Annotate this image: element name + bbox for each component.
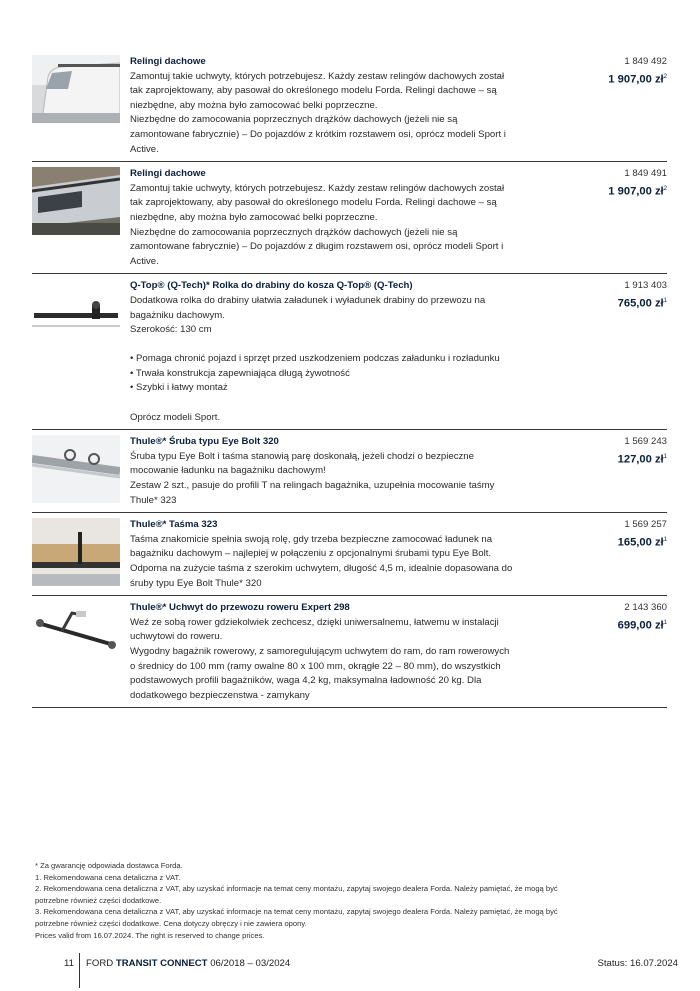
item-description-line: zamontowane fabrycznie) – Do pojazdów z krótkim rozstawem osi, oprócz modeli Sport i: [130, 128, 506, 140]
item-description-line: Szerokość: 130 cm: [130, 324, 212, 336]
item-title: Relingi dachowe: [130, 56, 206, 67]
part-number: 2 143 360: [624, 602, 667, 614]
price-footnote-ref: 2: [663, 73, 667, 80]
price-value: 1 907,00 zł: [608, 185, 664, 198]
item-title: Q-Top® (Q-Tech)* Rolka do drabiny do kosza Q-Top® (Q-Tech): [130, 280, 413, 292]
price-value: 699,00 zł: [617, 619, 664, 632]
page-number: 11: [64, 958, 74, 969]
footnote-line: * Za gwarancję odpowiada dostawca Forda.: [35, 861, 183, 870]
item-description-line: o średnicy do 100 mm (ramy owalne 80 x 100 mm, okrągłe 22 – 80 mm), do wszystkich: [130, 660, 501, 672]
item-content: [130, 167, 548, 269]
item-description-line: Zestaw 2 szt., pasuje do profili T na relingach bagażnika, uzupełnia mocowanie taśmy: [130, 480, 495, 492]
item-pricing: [548, 279, 667, 425]
item-description-line: • Trwała konstrukcja zapewniająca długą żywotność: [130, 367, 350, 379]
item-description-line: Śruba typu Eye Bolt i taśma stanowią parę doskonałą, jeżeli chodzi o bezpieczne: [130, 450, 474, 462]
eye-bolt-photo: [32, 435, 120, 503]
blank-line: [130, 396, 548, 411]
price-footnote-ref: 1: [663, 453, 667, 460]
item-pricing: [548, 435, 667, 508]
item-description-line: • Szybki i łatwy montaż: [130, 382, 228, 394]
item-content: [130, 435, 548, 508]
price-footnote-ref: 1: [663, 297, 667, 304]
item-price: [548, 450, 667, 468]
item-description-line: Active.: [130, 255, 159, 267]
van-roof-rails-side-photo: [32, 167, 120, 235]
item-content: [130, 55, 548, 157]
item-price: [548, 616, 667, 634]
footnote-line: potrzebne również części dodatkowe. Cena dotyczy obręczy i nie zawiera opony.: [35, 918, 307, 928]
item-title: Relingi dachowe: [130, 168, 206, 180]
item-description-line: Zamontuj takie uchwyty, których potrzebujesz. Każdy zestaw relingów dachowych został: [130, 70, 505, 82]
van-roof-rails-photo: [32, 55, 120, 123]
price-value: 1 907,00 zł: [608, 73, 664, 86]
item-description-line: bagażniku dachowym – najlepiej w połączeniu z opcjonalnymi śrubami typu Eye Bolt.: [130, 548, 492, 560]
item-title: Thule®* Uchwyt do przewozu roweru Expert 298: [130, 602, 350, 614]
item-description-line: podstawowych profili bagażników, waga 4,2 kg, maksymalna ładowność 20 kg. Dla: [130, 675, 482, 687]
item-description-line: niezbędne, aby można było zamocować belki poprzeczne.: [130, 211, 378, 223]
list-item: [32, 596, 667, 708]
item-description-line: niezbędne, aby można było zamocować belki poprzeczne.: [130, 99, 378, 111]
item-description-line: śruby typu Eye Bolt Thule* 320: [130, 577, 262, 589]
part-number: 1 569 243: [624, 436, 667, 448]
strap-photo: [32, 518, 120, 586]
ladder-roller-photo: [32, 279, 120, 347]
date-range: 06/2018 – 03/2024: [210, 958, 291, 969]
item-description-line: bagażniku dachowym.: [130, 309, 225, 321]
item-description-line: Taśma znakomicie spełnia swoją rolę, gdy trzeba bezpieczne zamocować ładunek na: [130, 533, 493, 545]
part-number: 1 849 492: [624, 56, 667, 67]
item-description-line: Zamontuj takie uchwyty, których potrzebujesz. Każdy zestaw relingów dachowych został: [130, 182, 505, 194]
price-value: 765,00 zł: [617, 297, 664, 310]
footnotes: [35, 860, 665, 941]
item-description-line: Thule* 323: [130, 494, 177, 506]
part-number: 1 569 257: [624, 519, 667, 531]
list-item: [32, 430, 667, 513]
item-price: [548, 182, 667, 200]
bike-carrier-photo: [32, 601, 120, 669]
item-pricing: [548, 55, 667, 157]
item-description-line: tak zaprojektowany, aby pasował do określonego modelu Forda. Relingi dachowe – są: [130, 85, 497, 97]
item-pricing: [548, 518, 667, 591]
item-content: [130, 601, 548, 703]
accessory-list: [32, 50, 667, 708]
footnote-line: potrzebne również części dodatkowe.: [35, 895, 162, 905]
page-footer: [0, 953, 700, 991]
item-description-line: Weź ze sobą rower gdziekolwiek zechcesz, dzięki uniwersalnemu, łatwemu w instalacji: [130, 616, 499, 628]
price-footnote-ref: 1: [663, 536, 667, 543]
item-price: [548, 294, 667, 312]
price-value: 165,00 zł: [617, 536, 664, 549]
item-description-line: tak zaprojektowany, aby pasował do określonego modelu Forda. Relingi dachowe – są: [130, 197, 497, 209]
item-pricing: [548, 601, 667, 703]
price-footnote-ref: 1: [663, 619, 667, 626]
item-description-line: Odporna na zużycie taśma z szerokim uchwytem, długość 4,5 m, idealnie dopasowana do: [130, 563, 513, 574]
item-description-line: Wygodny bagażnik rowerowy, z samoregulującym uchwytem do ram, do ram rowerowych: [130, 645, 510, 657]
price-value: 127,00 zł: [617, 453, 664, 466]
item-description-line: Dodatkowa rolka do drabiny ułatwia załadunek i wyładunek drabiny do przewozu na: [130, 294, 486, 306]
model-name: TRANSIT CONNECT: [115, 958, 208, 969]
item-description-line: Niezbędne do zamocowania poprzecznych drążków dachowych (jeżeli nie są: [130, 114, 458, 126]
footnote-line: 1. Rekomendowana cena detaliczna z VAT.: [35, 872, 181, 882]
item-description-line: dodatkowego bezpieczenstwa - zamykany: [130, 689, 310, 701]
part-number: 1 913 403: [624, 280, 667, 292]
price-footnote-ref: 2: [663, 185, 667, 192]
part-number: 1 849 491: [624, 168, 667, 180]
footer-divider: [79, 953, 80, 988]
item-description-line: • Pomaga chronić pojazd i sprzęt przed uszkodzeniem podczas załadunku i rozładunku: [130, 353, 500, 365]
footnote-line: 2. Rekomendowana cena detaliczna z VAT, aby uzyskać informacje na temat ceny montażu, zapytaj swojego dealera Forda. Należy pamiętać, że mogą być: [35, 884, 558, 894]
model-label: [86, 958, 290, 969]
item-description-line: uchwytowi do roweru.: [130, 631, 223, 643]
item-title: Thule®* Śruba typu Eye Bolt 320: [130, 436, 279, 448]
footnote-line: 3. Rekomendowana cena detaliczna z VAT, aby uzyskać informacje na temat ceny montażu, zapytaj swojego dealera Forda. Należy pamiętać, że mogą być: [35, 907, 558, 917]
item-description-line: Active.: [130, 143, 159, 155]
item-pricing: [548, 167, 667, 269]
blank-line: [130, 338, 548, 353]
item-price: [548, 533, 667, 551]
item-description-line: mocowanie ładunku na bagażniku dachowym!: [130, 465, 326, 477]
list-item: [32, 274, 667, 430]
footnote-line: Prices valid from 16.07.2024. The right is reserved to change prices.: [35, 930, 265, 940]
brand-name: FORD: [86, 958, 114, 969]
item-description-line: Niezbędne do zamocowania poprzecznych drążków dachowych (jeżeli nie są: [130, 226, 458, 238]
item-description-line: Oprócz modeli Sport.: [130, 411, 221, 423]
item-title: Thule®* Taśma 323: [130, 519, 218, 531]
item-content: [130, 279, 548, 425]
list-item: [32, 162, 667, 274]
item-description-line: zamontowane fabrycznie) – Do pojazdów z długim rozstawem osi, oprócz modeli Sport i: [130, 241, 504, 253]
list-item: [32, 513, 667, 596]
item-price: [548, 70, 667, 88]
list-item: [32, 50, 667, 162]
item-content: [130, 518, 548, 591]
status-date: Status: 16.07.2024: [597, 958, 678, 969]
